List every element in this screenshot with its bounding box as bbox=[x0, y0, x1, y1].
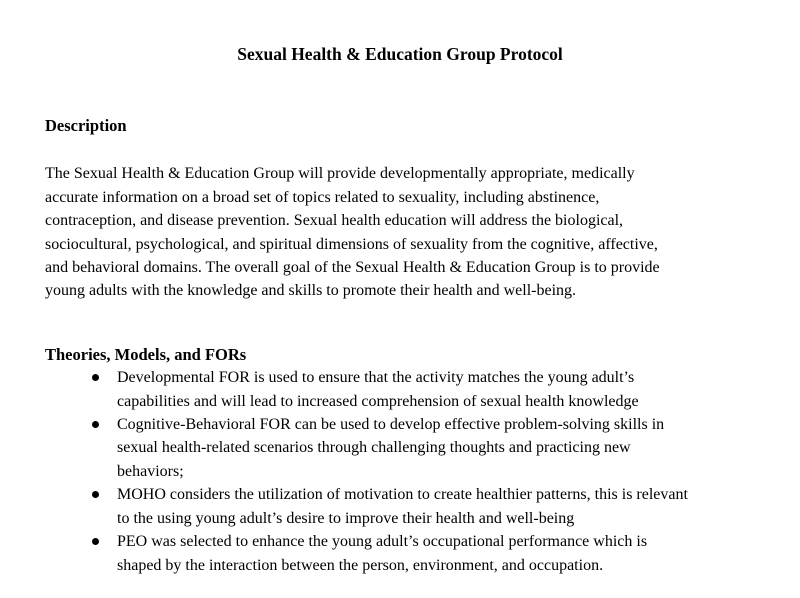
description-heading: Description bbox=[45, 116, 127, 135]
paragraph-line: The Sexual Health & Education Group will provide developmentally appropriate, medically bbox=[45, 165, 635, 183]
bullet-line: behaviors; bbox=[117, 462, 184, 480]
bullet-line: capabilities and will lead to increased comprehension of sexual health knowledge bbox=[117, 392, 639, 410]
bullet-icon bbox=[92, 374, 99, 381]
bullet-item bbox=[45, 366, 755, 413]
vertical-spacer bbox=[45, 137, 755, 162]
bullet-icon bbox=[92, 491, 99, 498]
theories-heading: Theories, Models, and FORs bbox=[45, 344, 247, 364]
bullet-list bbox=[45, 366, 755, 577]
paragraph-line: sociocultural, psychological, and spiritual dimensions of sexuality from the cognitive, affective, bbox=[45, 235, 658, 253]
bullet-icon bbox=[92, 421, 99, 428]
description-paragraph bbox=[45, 162, 755, 302]
vertical-spacer bbox=[45, 303, 755, 343]
bullet-line: MOHO considers the utilization of motivation to create healthier patterns, this is relevant bbox=[117, 486, 688, 504]
bullet-line: Developmental FOR is used to ensure that the activity matches the young adult’s bbox=[117, 369, 635, 387]
paragraph-line: accurate information on a broad set of topics related to sexuality, including abstinence, bbox=[45, 188, 600, 206]
bullet-icon bbox=[92, 538, 99, 545]
paragraph-line: young adults with the knowledge and skills to promote their health and well-being. bbox=[45, 282, 577, 300]
bullet-line: shaped by the interaction between the person, environment, and occupation. bbox=[117, 556, 604, 574]
paragraph-line: and behavioral domains. The overall goal of the Sexual Health & Education Group is to provide bbox=[45, 259, 660, 277]
document-title: Sexual Health & Education Group Protocol bbox=[237, 44, 563, 64]
bullet-line: Cognitive-Behavioral FOR can be used to develop effective problem-solving skills in bbox=[117, 416, 665, 434]
bullet-line: PEO was selected to enhance the young adult’s occupational performance which is bbox=[117, 533, 648, 551]
vertical-spacer bbox=[45, 66, 755, 114]
bullet-item bbox=[45, 530, 755, 577]
bullet-line: sexual health-related scenarios through challenging thoughts and practicing new bbox=[117, 439, 631, 457]
bullet-item bbox=[45, 413, 755, 483]
paragraph-line: contraception, and disease prevention. Sexual health education will address the biological, bbox=[45, 212, 624, 230]
bullet-item bbox=[45, 483, 755, 530]
bullet-line: to the using young adult’s desire to improve their health and well-being bbox=[117, 509, 575, 527]
